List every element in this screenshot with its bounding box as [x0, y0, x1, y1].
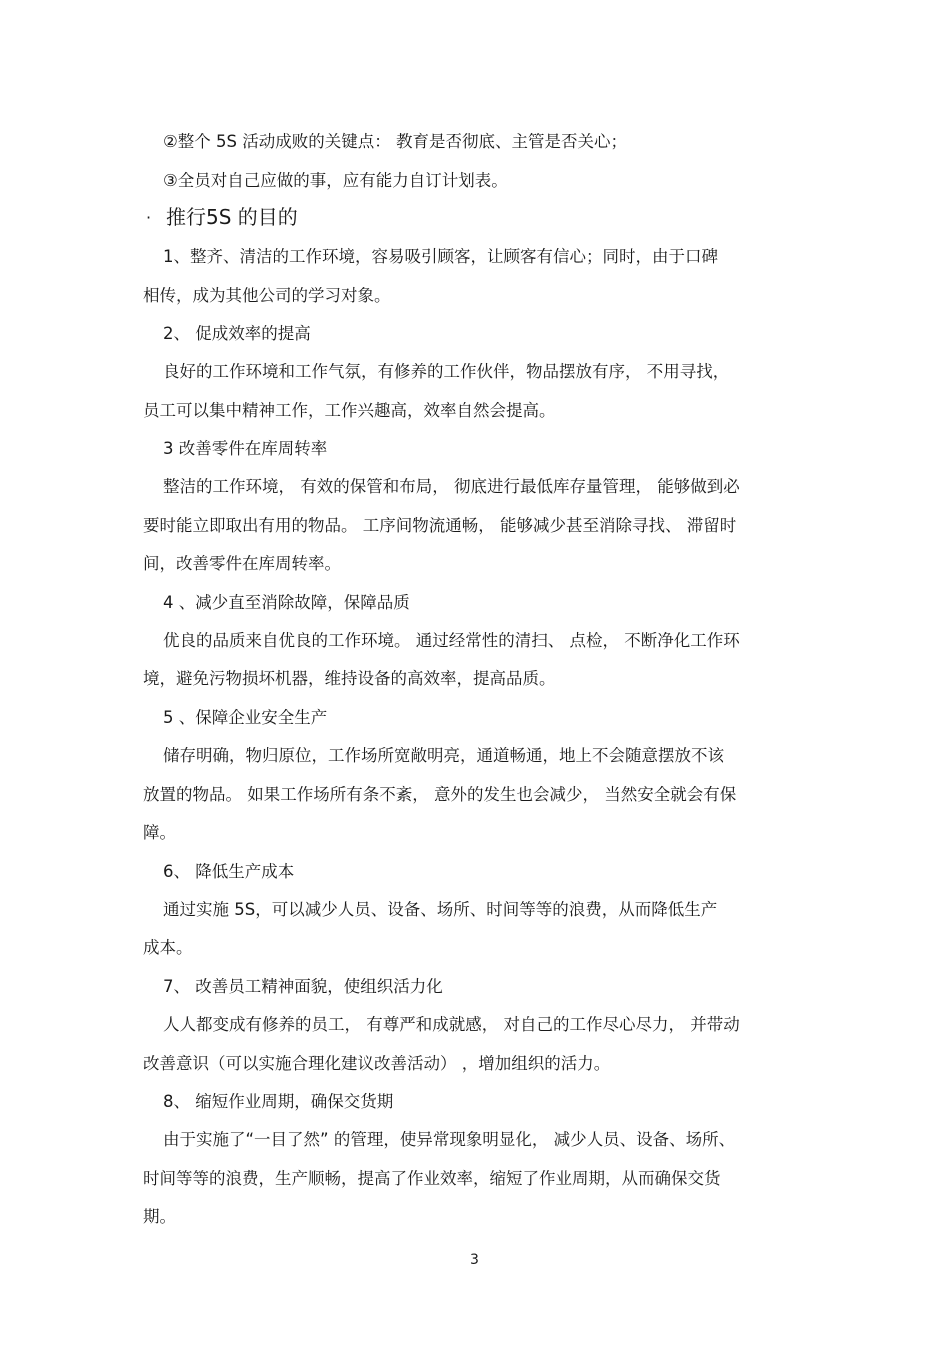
item-7-body-continued: 改善意识（可以实施合理化建议改善活动） ，增加组织的活力。: [143, 1054, 611, 1073]
item-5-body-end: 障。: [143, 823, 176, 842]
item-4-body: 优良的品质来自优良的工作环境。 通过经常性的清扫、 点检， 不断净化工作环: [163, 631, 740, 650]
page-number: 3: [470, 1252, 479, 1268]
item-7-body: 人人都变成有修养的员工， 有尊严和成就感， 对自己的工作尽心尽力， 并带动: [163, 1015, 740, 1034]
item-1-title-continued: 相传，成为其他公司的学习对象。: [143, 286, 391, 305]
item-5-body-continued: 放置的物品。 如果工作场所有条不紊， 意外的发生也会减少， 当然安全就会有保: [143, 785, 737, 804]
item-3-body-end: 间，改善零件在库周转率。: [143, 554, 341, 573]
item-3-body: 整洁的工作环境， 有效的保管和布局， 彻底进行最低库存量管理， 能够做到必: [163, 477, 740, 496]
item-8-body-end: 期。: [143, 1207, 176, 1226]
item-2-title: 2、 促成效率的提高: [163, 324, 311, 343]
item-5-title: 5 、保障企业安全生产: [163, 708, 328, 727]
item-2-body-continued: 员工可以集中精神工作，工作兴趣高，效率自然会提高。: [143, 401, 556, 420]
item-8-body: 由于实施了“一目了然” 的管理，使异常现象明显化， 减少人员、设备、场所、: [163, 1130, 736, 1149]
item-4-body-continued: 境，避免污物损坏机器，维持设备的高效率，提高品质。: [143, 669, 556, 688]
item-6-body: 通过实施 5S，可以减少人员、设备、场所、时间等等的浪费，从而降低生产: [163, 900, 718, 919]
item-8-body-continued: 时间等等的浪费，生产顺畅，提高了作业效率，缩短了作业周期，从而确保交货: [143, 1169, 721, 1188]
item-3-title: 3 改善零件在库周转率: [163, 439, 328, 458]
item-4-title: 4 、减少直至消除故障，保障品质: [163, 593, 410, 612]
item-5-body: 储存明确，物归原位，工作场所宽敞明亮，通道畅通，地上不会随意摆放不该: [163, 746, 724, 765]
item-1-title: 1、整齐、清洁的工作环境，容易吸引顾客，让顾客有信心；同时，由于口碑: [163, 247, 718, 266]
bullet-icon: ·: [146, 208, 152, 227]
section-heading: 推行5S 的目的: [166, 205, 298, 229]
item-7-title: 7、 改善员工精神面貌，使组织活力化: [163, 977, 443, 996]
intro-line-1: ②整个 5S 活动成败的关键点： 教育是否彻底、主管是否关心；: [163, 132, 627, 151]
intro-line-2: ③全员对自己应做的事，应有能力自订计划表。: [163, 171, 508, 190]
item-2-body: 良好的工作环境和工作气氛，有修养的工作伙伴，物品摆放有序， 不用寻找，: [163, 362, 730, 381]
item-6-title: 6、 降低生产成本: [163, 862, 295, 881]
item-6-body-continued: 成本。: [143, 938, 193, 957]
item-8-title: 8、 缩短作业周期，确保交货期: [163, 1092, 394, 1111]
item-3-body-continued: 要时能立即取出有用的物品。 工序间物流通畅， 能够减少甚至消除寻找、 滞留时: [143, 516, 737, 535]
